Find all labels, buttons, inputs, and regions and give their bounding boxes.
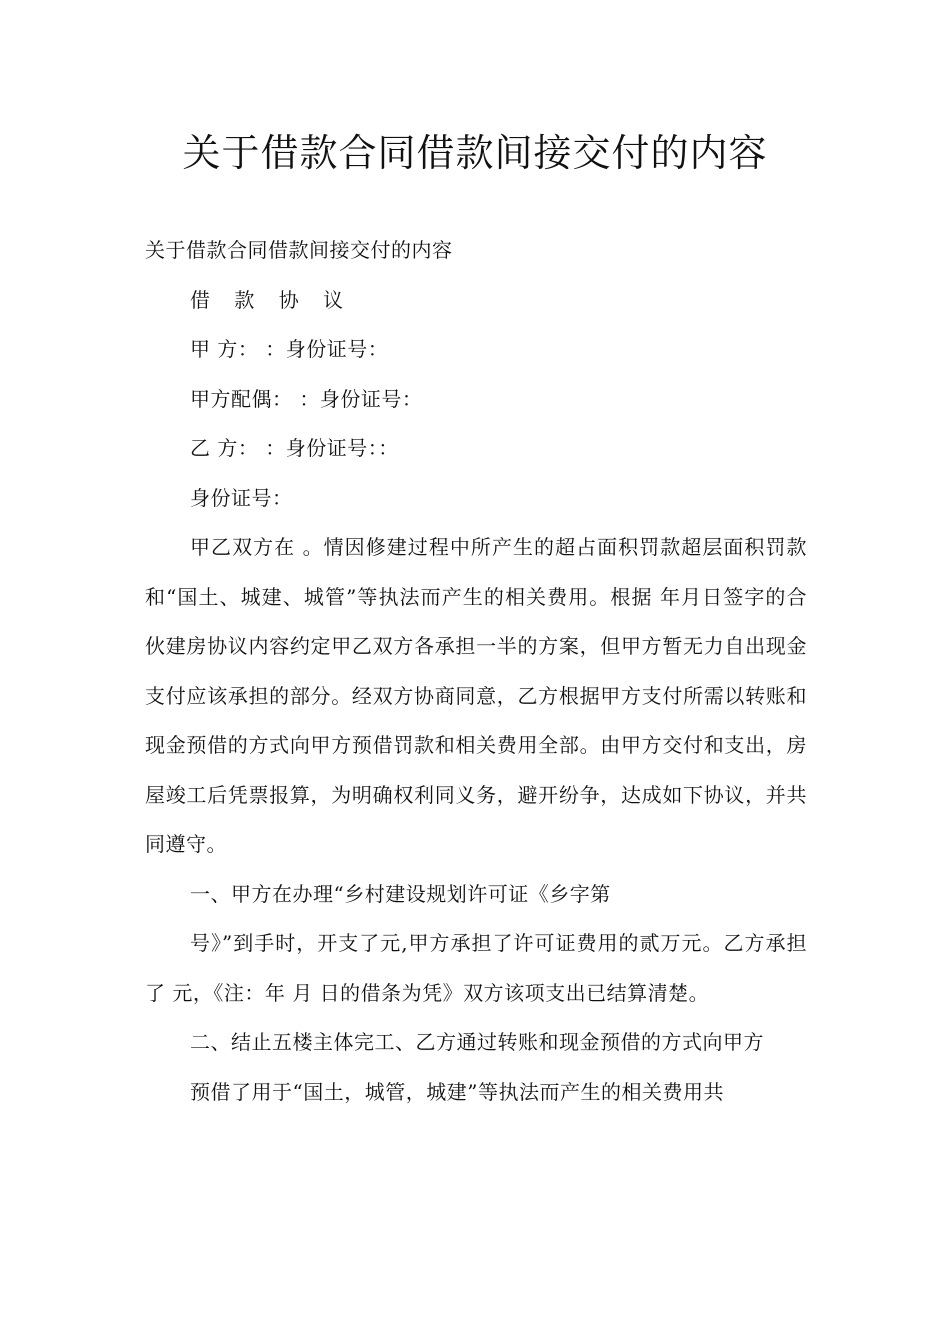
- id-number-line: 身份证号：: [190, 485, 293, 510]
- clause-2-continued: 预借了用于“国土，城管，城建”等执法而产生的相关费用共: [190, 1079, 724, 1104]
- agreement-heading: 借 款 协 议: [190, 287, 353, 312]
- party-b-line: 乙 方： ：身份证号：：: [190, 436, 399, 460]
- party-a-spouse-line: 甲方配偶： ：身份证号：: [190, 386, 423, 411]
- party-a-line: 甲 方： ：身份证号：: [190, 337, 389, 361]
- subtitle-paragraph: 关于借款合同借款间接交付的内容: [145, 238, 453, 262]
- clause-2-start: 二、结止五楼主体完工、乙方通过转账和现金预借的方式向甲方: [190, 1030, 764, 1054]
- background-paragraph: 甲乙双方在 。情因修建过程中所产生的超占面积罚款超层面积罚款和“国土、城建、城管”等执法而产生的相关费用。根据 年月日签字的合伙建房协议内容约定甲乙双方各承担一半的方案，但甲方暂无力自出现金支付应该承担的部分。经双方协商同意，乙方根据甲方支付所需以转账和现金预借的方式向甲方预借罚款和相关费用全部。由甲方交付和支出，房屋竣工后凭票报算，为明确权利同义务，避开纷争，达成如下协议，并共同遵守。: [145, 535, 807, 856]
- clause-1-start: 一、甲方在办理“乡村建设规划许可证《乡字第: [190, 881, 611, 906]
- clause-1-continued: 号》”到手时，开支了元,甲方承担了许可证费用的贰万元。乙方承担了 元，《注：年 月 日的借条为凭》双方该项支出已结算清楚。: [145, 931, 807, 1005]
- document-title: 关于借款合同借款间接交付的内容: [182, 131, 768, 175]
- document-body: [145, 226, 807, 1117]
